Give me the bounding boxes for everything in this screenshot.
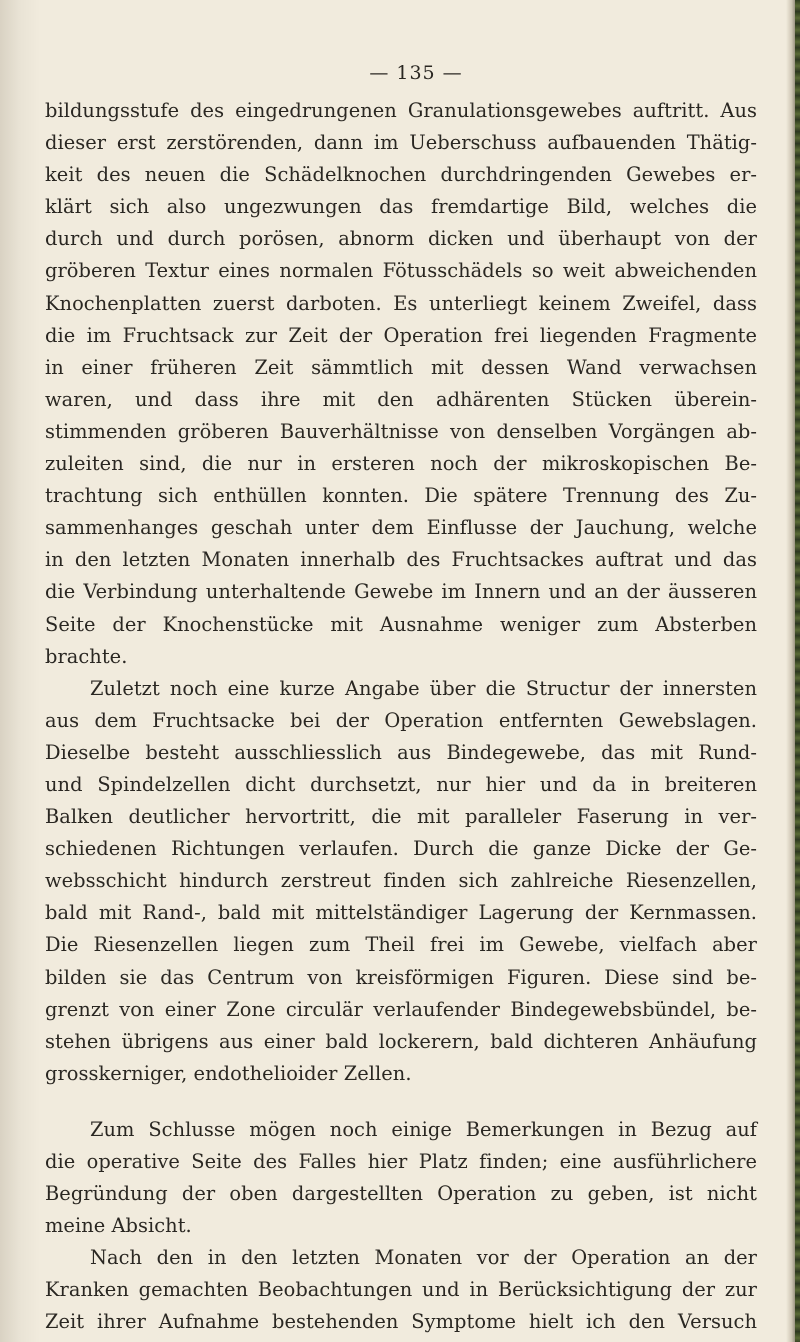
text-line: Dieselbe besteht ausschliesslich aus Bindegewebe, das mit Rund- (45, 740, 757, 764)
text-line: gröberen Textur eines normalen Fötusschädels so weit abweichenden (45, 259, 757, 283)
text-line: Zeit ihrer Aufnahme bestehenden Symptome hielt ich den Versuch (45, 1310, 757, 1334)
text-line: grosskerniger, endothelioider Zellen. (45, 1061, 412, 1085)
page-gutter-shadow (0, 0, 40, 1342)
text-line: zuleiten sind, die nur in ersteren noch der mikroskopischen Be- (45, 452, 757, 476)
text-line: aus dem Fruchtsacke bei der Operation entfernten Gewebslagen. (45, 708, 757, 732)
text-line: Die Riesenzellen liegen zum Theil frei im Gewebe, vielfach aber (45, 933, 757, 957)
text-line: und Spindelzellen dicht durchsetzt, nur hier und da in breiteren (45, 772, 757, 796)
page-number: — 135 — (369, 62, 463, 84)
text-line: Kranken gemachten Beobachtungen und in Berücksichtigung der zur (45, 1278, 757, 1302)
text-line: grenzt von einer Zone circulär verlaufender Bindegewebsbündel, be- (45, 997, 757, 1021)
text-line: Nach den in den letzten Monaten vor der Operation an der (90, 1246, 757, 1270)
text-line: durch und durch porösen, abnorm dicken und überhaupt von der (45, 227, 757, 251)
text-line: Balken deutlicher hervortritt, die mit paralleler Faserung in ver- (45, 805, 757, 829)
text-line: bald mit Rand-, bald mit mittelständiger Lagerung der Kernmassen. (45, 901, 757, 925)
text-line: in den letzten Monaten innerhalb des Fruchtsackes auftrat und das (45, 548, 757, 572)
text-line: dieser erst zerstörenden, dann im Ueberschuss aufbauenden Thätig- (45, 131, 757, 155)
text-line: sammenhanges geschah unter dem Einflusse der Jauchung, welche (45, 516, 757, 540)
book-edge (786, 0, 800, 1342)
paragraph-1 (45, 95, 757, 673)
text-line: websschicht hindurch zerstreut finden sich zahlreiche Riesenzellen, (45, 869, 757, 893)
text-line: brachte. (45, 644, 128, 668)
text-line: stehen übrigens aus einer bald lockerern, bald dichteren Anhäufung (45, 1029, 757, 1053)
text-line: die Verbindung unterhaltende Gewebe im Innern und an der äusseren (45, 580, 757, 604)
text-line: die operative Seite des Falles hier Platz finden; eine ausführlichere (45, 1150, 757, 1173)
paragraph-4 (45, 1242, 757, 1338)
text-line: trachtung sich enthüllen konnten. Die spätere Trennung des Zu- (45, 484, 757, 508)
text-line: die im Fruchtsack zur Zeit der Operation frei liegenden Fragmente (45, 323, 757, 347)
section-gap (45, 1090, 757, 1114)
paragraph-2 (45, 673, 757, 1090)
text-line: Knochenplatten zuerst darboten. Es unterliegt keinem Zweifel, dass (45, 291, 757, 315)
text-line: waren, und dass ihre mit den adhärenten Stücken überein- (45, 387, 757, 411)
text-line: Seite der Knochenstücke mit Ausnahme weniger zum Absterben (45, 612, 757, 636)
text-line: Zum Schlusse mögen noch einige Bemerkungen in Bezug auf (90, 1117, 757, 1141)
text-line: Zuletzt noch eine kurze Angabe über die Structur der innersten (90, 676, 757, 700)
text-line: in einer früheren Zeit sämmtlich mit dessen Wand verwachsen (45, 355, 757, 379)
text-line: schiedenen Richtungen verlaufen. Durch die ganze Dicke der Ge- (45, 837, 757, 861)
text-line: stimmenden gröberen Bauverhältnisse von denselben Vorgängen ab- (45, 419, 757, 443)
text-line: meine Absicht. (45, 1214, 192, 1238)
text-line: bilden sie das Centrum von kreisförmigen Figuren. Diese sind be- (45, 965, 757, 989)
text-line: keit des neuen die Schädelknochen durchdringenden Gewebes er- (45, 163, 757, 187)
text-line: klärt sich also ungezwungen das fremdartige Bild, welches die (45, 195, 757, 219)
text-line: bildungsstufe des eingedrungenen Granulationsgewebes auftritt. Aus (45, 99, 757, 122)
text-line: Begründung der oben dargestellten Operation zu geben, ist nicht (45, 1182, 757, 1206)
book-page (45, 62, 757, 1339)
paragraph-3 (45, 1114, 757, 1242)
